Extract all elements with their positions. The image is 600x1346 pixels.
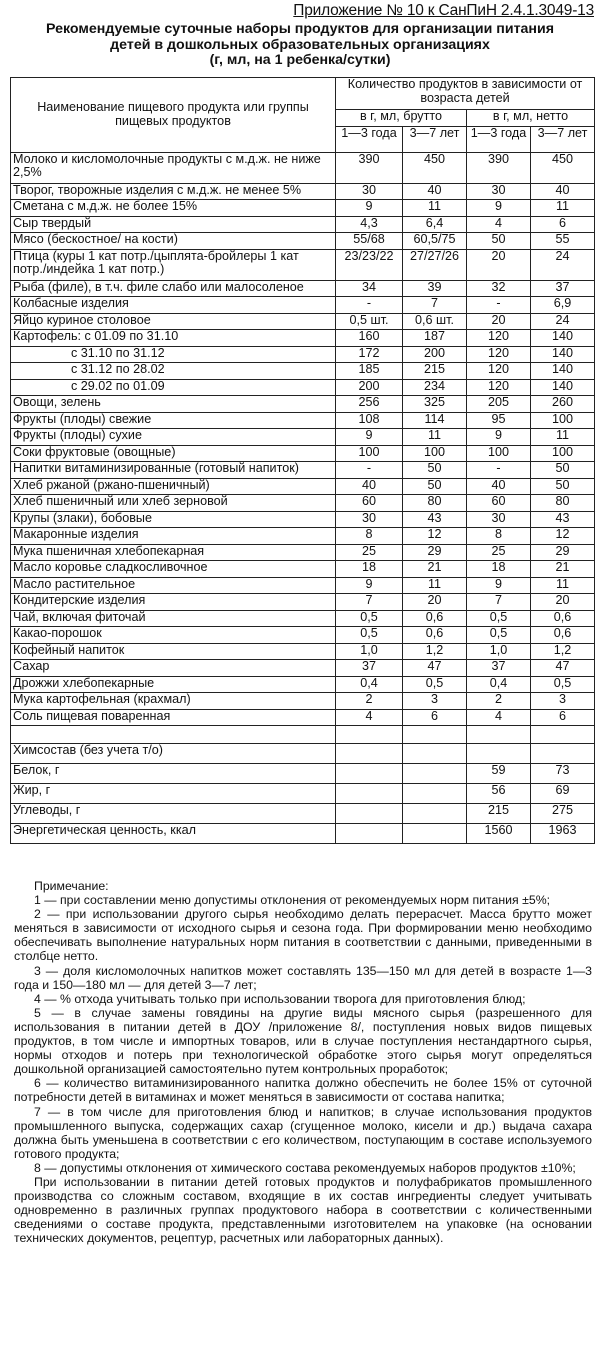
value-cell: 30 xyxy=(336,511,403,528)
value-cell: 43 xyxy=(531,511,595,528)
value-cell: 32 xyxy=(467,280,531,297)
empty-cell xyxy=(403,764,467,784)
chem-value: 56 xyxy=(467,784,531,804)
chem-name: Углеводы, г xyxy=(11,804,336,824)
product-name: Фрукты (плоды) свежие xyxy=(11,412,336,429)
product-name: Мука пшеничная хлебопекарная xyxy=(11,544,336,561)
value-cell: 8 xyxy=(336,528,403,545)
product-name: с 29.02 по 01.09 xyxy=(11,379,336,396)
value-cell: 3 xyxy=(403,693,467,710)
value-cell: 114 xyxy=(403,412,467,429)
empty-cell xyxy=(531,744,595,764)
value-cell: 200 xyxy=(403,346,467,363)
note-item: 6 — количество витаминизированного напитка должно обеспечить не более 15% от суточной потребности детей в витаминах и может меняться в зависимости от состава напитка; xyxy=(14,1076,592,1105)
value-cell: 7 xyxy=(403,297,467,314)
value-cell: 11 xyxy=(403,200,467,217)
table-row xyxy=(11,330,595,347)
value-cell: 37 xyxy=(336,660,403,677)
value-cell: 39 xyxy=(403,280,467,297)
product-name: Сыр твердый xyxy=(11,216,336,233)
empty-cell xyxy=(336,726,403,744)
value-cell: 47 xyxy=(403,660,467,677)
empty-cell xyxy=(336,824,403,844)
table-row xyxy=(11,676,595,693)
chem-value: 275 xyxy=(531,804,595,824)
title-line-1: Рекомендуемые суточные наборы продуктов для организации питания xyxy=(46,21,554,37)
empty-cell xyxy=(403,744,467,764)
empty-cell xyxy=(336,784,403,804)
value-cell: 34 xyxy=(336,280,403,297)
product-name: Картофель: с 01.09 по 31.10 xyxy=(11,330,336,347)
empty-cell xyxy=(336,764,403,784)
value-cell: 120 xyxy=(467,330,531,347)
empty-cell xyxy=(531,726,595,744)
table-row xyxy=(11,297,595,314)
value-cell: 30 xyxy=(467,511,531,528)
value-cell: 234 xyxy=(403,379,467,396)
table-row xyxy=(11,216,595,233)
product-name: Кондитерские изделия xyxy=(11,594,336,611)
empty-cell xyxy=(403,726,467,744)
value-cell: 6,4 xyxy=(403,216,467,233)
value-cell: - xyxy=(467,462,531,479)
table-row xyxy=(11,445,595,462)
table-row xyxy=(11,412,595,429)
value-cell: 2 xyxy=(336,693,403,710)
value-cell: 40 xyxy=(531,183,595,200)
chem-title: Химсостав (без учета т/о) xyxy=(11,744,336,764)
value-cell: 1,0 xyxy=(467,643,531,660)
value-cell: 4,3 xyxy=(336,216,403,233)
value-cell: 120 xyxy=(467,346,531,363)
chem-row xyxy=(11,804,595,824)
table-row xyxy=(11,561,595,578)
value-cell: 60,5/75 xyxy=(403,233,467,250)
value-cell: 0,6 xyxy=(403,610,467,627)
value-cell: 0,5 xyxy=(336,610,403,627)
notes-section xyxy=(14,879,592,1245)
table-row xyxy=(11,379,595,396)
value-cell: 20 xyxy=(467,313,531,330)
table-row xyxy=(11,478,595,495)
value-cell: 9 xyxy=(467,429,531,446)
value-cell: 20 xyxy=(467,249,531,280)
value-cell: 21 xyxy=(531,561,595,578)
table-row xyxy=(11,528,595,545)
note-item: 3 — доля кисломолочных напитков может составлять 135—150 мл для детей в возрасте 1—3 года и 150—180 мл — для детей 3—7 лет; xyxy=(14,963,592,992)
value-cell: 140 xyxy=(531,346,595,363)
header-age-netto-3-7: 3—7 лет xyxy=(531,126,595,152)
value-cell: 29 xyxy=(403,544,467,561)
product-name: Рыба (филе), в т.ч. филе слабо или малосоленое xyxy=(11,280,336,297)
product-name: Дрожжи хлебопекарные xyxy=(11,676,336,693)
value-cell: 0,4 xyxy=(336,676,403,693)
value-cell: 95 xyxy=(467,412,531,429)
value-cell: 120 xyxy=(467,363,531,380)
value-cell: 9 xyxy=(336,429,403,446)
product-name: Овощи, зелень xyxy=(11,396,336,413)
value-cell: 6 xyxy=(531,709,595,726)
value-cell: 0,4 xyxy=(467,676,531,693)
product-name: Напитки витаминизированные (готовый напиток) xyxy=(11,462,336,479)
value-cell: 20 xyxy=(403,594,467,611)
value-cell: 140 xyxy=(531,330,595,347)
value-cell: 6 xyxy=(403,709,467,726)
value-cell: 187 xyxy=(403,330,467,347)
table-row xyxy=(11,627,595,644)
header-brutto: в г, мл, брутто xyxy=(336,110,467,127)
value-cell: 1,2 xyxy=(403,643,467,660)
value-cell: 50 xyxy=(467,233,531,250)
value-cell: 205 xyxy=(467,396,531,413)
product-name: Соль пищевая поваренная xyxy=(11,709,336,726)
table-row xyxy=(11,200,595,217)
food-norms-table xyxy=(10,77,595,844)
header-quantity-group: Количество продуктов в зависимости от возраста детей xyxy=(336,78,595,110)
value-cell: 25 xyxy=(336,544,403,561)
product-name: Сметана с м.д.ж. не более 15% xyxy=(11,200,336,217)
table-row xyxy=(11,462,595,479)
chem-value: 1963 xyxy=(531,824,595,844)
table-row xyxy=(11,396,595,413)
value-cell: 260 xyxy=(531,396,595,413)
value-cell: 43 xyxy=(403,511,467,528)
note-item: 4 — % отхода учитывать только при использовании творога для приготовления блюд; xyxy=(34,991,526,1006)
value-cell: 160 xyxy=(336,330,403,347)
chem-value: 1560 xyxy=(467,824,531,844)
product-name: Чай, включая фиточай xyxy=(11,610,336,627)
value-cell: 24 xyxy=(531,249,595,280)
table-row xyxy=(11,709,595,726)
value-cell: 100 xyxy=(531,445,595,462)
value-cell: 1,2 xyxy=(531,643,595,660)
value-cell: 29 xyxy=(531,544,595,561)
product-name: Фрукты (плоды) сухие xyxy=(11,429,336,446)
empty-cell xyxy=(11,726,336,744)
value-cell: 55/68 xyxy=(336,233,403,250)
value-cell: 50 xyxy=(531,462,595,479)
value-cell: 0,5 xyxy=(336,627,403,644)
value-cell: 100 xyxy=(336,445,403,462)
chem-value: 59 xyxy=(467,764,531,784)
table-row xyxy=(11,495,595,512)
empty-cell xyxy=(467,744,531,764)
chem-name: Белок, г xyxy=(11,764,336,784)
value-cell: 11 xyxy=(531,200,595,217)
value-cell: 140 xyxy=(531,363,595,380)
value-cell: 18 xyxy=(467,561,531,578)
table-row xyxy=(11,643,595,660)
value-cell: 0,5 xyxy=(403,676,467,693)
value-cell: 0,5 xyxy=(467,610,531,627)
value-cell: 215 xyxy=(403,363,467,380)
value-cell: 80 xyxy=(531,495,595,512)
table-row xyxy=(11,660,595,677)
value-cell: 7 xyxy=(336,594,403,611)
value-cell: 172 xyxy=(336,346,403,363)
empty-cell xyxy=(403,804,467,824)
value-cell: 55 xyxy=(531,233,595,250)
product-name: с 31.12 по 28.02 xyxy=(11,363,336,380)
note-item: 8 — допустимы отклонения от химического состава рекомендуемых наборов продуктов ±10%; xyxy=(34,1160,576,1175)
product-name: Яйцо куриное столовое xyxy=(11,313,336,330)
note-item: 7 — в том числе для приготовления блюд и напитков; в случае использования продуктов промышленного выпуска, содержащих сахар (сгущенное молоко, кисели и др.) выдача сахара должна быть уменьшена в соответствии с его количеством, поступающим в составе используемого готового продукта; xyxy=(14,1104,592,1161)
empty-cell xyxy=(403,784,467,804)
table-row xyxy=(11,249,595,280)
value-cell: 325 xyxy=(403,396,467,413)
value-cell: 24 xyxy=(531,313,595,330)
chem-row xyxy=(11,784,595,804)
value-cell: 6,9 xyxy=(531,297,595,314)
value-cell: 30 xyxy=(467,183,531,200)
empty-cell xyxy=(336,744,403,764)
value-cell: 11 xyxy=(403,577,467,594)
product-name: Макаронные изделия xyxy=(11,528,336,545)
empty-cell xyxy=(403,824,467,844)
value-cell: 450 xyxy=(403,152,467,183)
value-cell: 80 xyxy=(403,495,467,512)
empty-cell xyxy=(336,804,403,824)
product-name: Соки фруктовые (овощные) xyxy=(11,445,336,462)
document-title xyxy=(0,22,600,69)
product-name: Творог, творожные изделия с м.д.ж. не менее 5% xyxy=(11,183,336,200)
value-cell: 12 xyxy=(403,528,467,545)
table-row xyxy=(11,511,595,528)
value-cell: 390 xyxy=(336,152,403,183)
table-row xyxy=(11,429,595,446)
value-cell: 12 xyxy=(531,528,595,545)
value-cell: 47 xyxy=(531,660,595,677)
value-cell: 20 xyxy=(531,594,595,611)
table-row xyxy=(11,544,595,561)
note-item: 2 — при использовании другого сырья необходимо делать перерасчет. Масса брутто может меняться в зависимости от исходного сырья и сезона года. При формировании меню необходимо обеспечивать выполнение натуральных норм питания в соответствии с данными, приведенными в столбце нетто. xyxy=(14,907,592,964)
value-cell: 40 xyxy=(467,478,531,495)
value-cell: 140 xyxy=(531,379,595,396)
value-cell: 40 xyxy=(403,183,467,200)
product-name: Какао-порошок xyxy=(11,627,336,644)
value-cell: 50 xyxy=(403,478,467,495)
value-cell: 23/23/22 xyxy=(336,249,403,280)
table-row xyxy=(11,610,595,627)
product-name: Кофейный напиток xyxy=(11,643,336,660)
value-cell: 108 xyxy=(336,412,403,429)
value-cell: 11 xyxy=(531,429,595,446)
value-cell: 9 xyxy=(467,577,531,594)
value-cell: 2 xyxy=(467,693,531,710)
chem-row xyxy=(11,824,595,844)
product-name: Хлеб пшеничный или хлеб зерновой xyxy=(11,495,336,512)
value-cell: 21 xyxy=(403,561,467,578)
product-name: Крупы (злаки), бобовые xyxy=(11,511,336,528)
value-cell: 9 xyxy=(336,200,403,217)
table-row xyxy=(11,363,595,380)
value-cell: 9 xyxy=(336,577,403,594)
value-cell: 60 xyxy=(336,495,403,512)
value-cell: 6 xyxy=(531,216,595,233)
value-cell: 4 xyxy=(467,709,531,726)
note-item: 5 — в случае замены говядины на другие виды мясного сырья (разрешенного для использования в питании детей в ДОУ /приложение 8/, поступления новых видов пищевых продуктов, в том числе и импортных товаров, или в случае поступления нестандартного сырья, нормы отходов и потерь при технологической обработке этого сырья могут определяться дошкольной организацией самостоятельно путем контрольных проработок; xyxy=(14,1005,592,1077)
table-row xyxy=(11,233,595,250)
spacer-row xyxy=(11,726,595,744)
product-name: Сахар xyxy=(11,660,336,677)
chem-name: Энергетическая ценность, ккал xyxy=(11,824,336,844)
header-netto: в г, мл, нетто xyxy=(467,110,595,127)
chem-row xyxy=(11,764,595,784)
table-row xyxy=(11,693,595,710)
value-cell: 9 xyxy=(467,200,531,217)
product-name: Колбасные изделия xyxy=(11,297,336,314)
chem-value: 73 xyxy=(531,764,595,784)
value-cell: 0,6 xyxy=(531,627,595,644)
table-row xyxy=(11,346,595,363)
value-cell: 100 xyxy=(403,445,467,462)
header-age-brutto-3-7: 3—7 лет xyxy=(403,126,467,152)
value-cell: 50 xyxy=(531,478,595,495)
value-cell: 0,6 xyxy=(403,627,467,644)
product-name: Молоко и кисломолочные продукты с м.д.ж. не ниже 2,5% xyxy=(11,152,336,183)
product-name: Масло коровье сладкосливочное xyxy=(11,561,336,578)
header-age-brutto-1-3: 1—3 года xyxy=(336,126,403,152)
title-line-2: детей в дошкольных образовательных организациях xyxy=(110,36,490,53)
empty-cell xyxy=(467,726,531,744)
value-cell: 256 xyxy=(336,396,403,413)
value-cell: 11 xyxy=(403,429,467,446)
value-cell: 7 xyxy=(467,594,531,611)
value-cell: 0,5 шт. xyxy=(336,313,403,330)
value-cell: 60 xyxy=(467,495,531,512)
value-cell: 4 xyxy=(467,216,531,233)
value-cell: 11 xyxy=(531,577,595,594)
value-cell: - xyxy=(336,297,403,314)
value-cell: - xyxy=(336,462,403,479)
note-item: 1 — при составлении меню допустимы отклонения от рекомендуемых норм питания ±5%; xyxy=(34,893,551,908)
note-item: При использовании в питании детей готовых продуктов и полуфабрикатов промышленного производства со сложным составом, входящие в их состав ингредиенты следует учитывать одновременно в различных группах продуктового набора в соответствии с количественными сведениями о составе продукта, представленными изготовителем на упаковке (на основании технических документов, рецептур, расчетных или лабораторных данных). xyxy=(14,1174,592,1246)
header-age-netto-1-3: 1—3 года xyxy=(467,126,531,152)
value-cell: 27/27/26 xyxy=(403,249,467,280)
table-row xyxy=(11,280,595,297)
value-cell: 0,6 шт. xyxy=(403,313,467,330)
value-cell: 120 xyxy=(467,379,531,396)
product-name: Масло растительное xyxy=(11,577,336,594)
chem-name: Жир, г xyxy=(11,784,336,804)
appendix-reference: Приложение № 10 к СанПиН 2.4.1.3049-13 xyxy=(293,2,594,19)
value-cell: 0,5 xyxy=(531,676,595,693)
value-cell: 200 xyxy=(336,379,403,396)
value-cell: 100 xyxy=(467,445,531,462)
table-row xyxy=(11,152,595,183)
value-cell: 50 xyxy=(403,462,467,479)
chem-value: 69 xyxy=(531,784,595,804)
value-cell: 1,0 xyxy=(336,643,403,660)
table-row xyxy=(11,183,595,200)
value-cell: 8 xyxy=(467,528,531,545)
chem-value: 215 xyxy=(467,804,531,824)
product-name: Хлеб ржаной (ржано-пшеничный) xyxy=(11,478,336,495)
product-name: Мука картофельная (крахмал) xyxy=(11,693,336,710)
value-cell: 100 xyxy=(531,412,595,429)
value-cell: 3 xyxy=(531,693,595,710)
table-row xyxy=(11,594,595,611)
chem-title-row xyxy=(11,744,595,764)
value-cell: 37 xyxy=(467,660,531,677)
value-cell: 0,5 xyxy=(467,627,531,644)
value-cell: 18 xyxy=(336,561,403,578)
table-row xyxy=(11,313,595,330)
value-cell: 40 xyxy=(336,478,403,495)
product-name: Мясо (бескостное/ на кости) xyxy=(11,233,336,250)
value-cell: 0,6 xyxy=(531,610,595,627)
value-cell: 450 xyxy=(531,152,595,183)
value-cell: 185 xyxy=(336,363,403,380)
value-cell: 390 xyxy=(467,152,531,183)
value-cell: - xyxy=(467,297,531,314)
value-cell: 4 xyxy=(336,709,403,726)
product-name: с 31.10 по 31.12 xyxy=(11,346,336,363)
title-line-3: (г, мл, на 1 ребенка/сутки) xyxy=(209,52,391,68)
value-cell: 37 xyxy=(531,280,595,297)
value-cell: 30 xyxy=(336,183,403,200)
table-row xyxy=(11,577,595,594)
product-name: Птица (куры 1 кат потр./цыплята-бройлеры 1 кат потр./индейка 1 кат потр.) xyxy=(11,249,336,280)
header-product-name: Наименование пищевого продукта или группы пищевых продуктов xyxy=(11,78,336,153)
notes-heading: Примечание: xyxy=(34,879,109,893)
value-cell: 25 xyxy=(467,544,531,561)
